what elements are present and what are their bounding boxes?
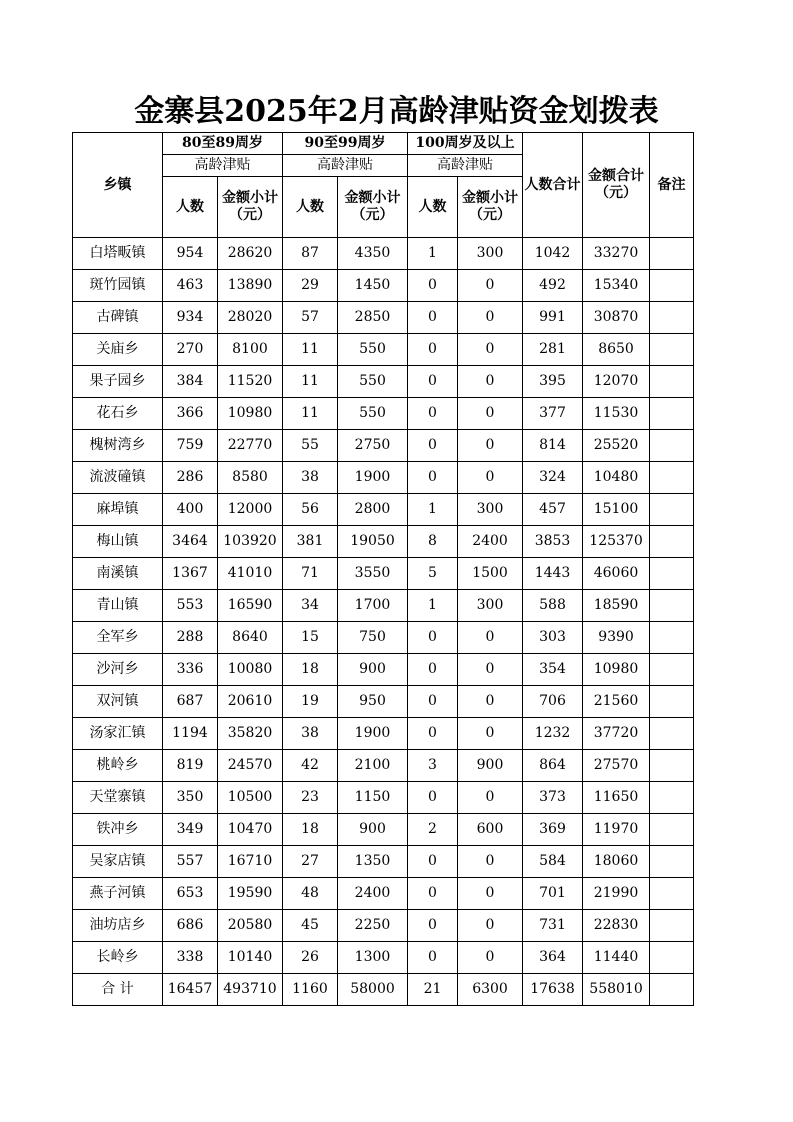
cell-people-90-99: 38 <box>283 718 338 750</box>
cell-people-100: 0 <box>408 462 458 494</box>
cell-amount-100: 0 <box>458 782 523 814</box>
cell-people-90-99: 55 <box>283 430 338 462</box>
cell-amount-80-89: 28620 <box>218 238 283 270</box>
cell-people-80-89: 934 <box>163 302 218 334</box>
cell-amount-100: 0 <box>458 270 523 302</box>
cell-remarks <box>650 910 694 942</box>
cell-total-amount: 125370 <box>583 526 650 558</box>
cell-remarks <box>650 654 694 686</box>
header-township: 乡镇 <box>73 133 163 238</box>
cell-amount-100: 0 <box>458 910 523 942</box>
cell-amount-80-89: 10140 <box>218 942 283 974</box>
cell-township-name: 合 计 <box>73 974 163 1006</box>
cell-people-90-99: 19 <box>283 686 338 718</box>
cell-people-80-89: 686 <box>163 910 218 942</box>
cell-amount-80-89: 8100 <box>218 334 283 366</box>
header-amount-100: 金额小计（元） <box>458 177 523 238</box>
table-row <box>73 334 694 366</box>
cell-total-people: 706 <box>523 686 583 718</box>
table-row <box>73 750 694 782</box>
cell-people-90-99: 29 <box>283 270 338 302</box>
cell-amount-100: 600 <box>458 814 523 846</box>
cell-township-name: 关庙乡 <box>73 334 163 366</box>
cell-amount-80-89: 28020 <box>218 302 283 334</box>
cell-total-amount: 11530 <box>583 398 650 430</box>
cell-total-amount: 10980 <box>583 654 650 686</box>
header-total-amount: 金额合计（元） <box>583 133 650 238</box>
cell-amount-100: 300 <box>458 590 523 622</box>
table-row <box>73 622 694 654</box>
cell-township-name: 天堂寨镇 <box>73 782 163 814</box>
cell-township-name: 花石乡 <box>73 398 163 430</box>
cell-amount-80-89: 8640 <box>218 622 283 654</box>
cell-people-100: 2 <box>408 814 458 846</box>
total-row <box>73 974 694 1006</box>
cell-remarks <box>650 238 694 270</box>
cell-total-amount: 15340 <box>583 270 650 302</box>
cell-total-people: 864 <box>523 750 583 782</box>
cell-remarks <box>650 878 694 910</box>
cell-people-90-99: 11 <box>283 334 338 366</box>
cell-amount-90-99: 1150 <box>338 782 408 814</box>
cell-people-80-89: 463 <box>163 270 218 302</box>
header-people-100: 人数 <box>408 177 458 238</box>
table-row <box>73 366 694 398</box>
cell-amount-100: 0 <box>458 878 523 910</box>
cell-remarks <box>650 526 694 558</box>
cell-people-90-99: 48 <box>283 878 338 910</box>
cell-people-100: 0 <box>408 878 458 910</box>
cell-amount-100: 1500 <box>458 558 523 590</box>
cell-amount-90-99: 1300 <box>338 942 408 974</box>
cell-people-90-99: 38 <box>283 462 338 494</box>
table-row <box>73 526 694 558</box>
table-row <box>73 846 694 878</box>
cell-amount-80-89: 13890 <box>218 270 283 302</box>
cell-people-90-99: 87 <box>283 238 338 270</box>
cell-township-name: 油坊店乡 <box>73 910 163 942</box>
cell-amount-100: 0 <box>458 302 523 334</box>
header-people-80: 人数 <box>163 177 218 238</box>
table-row <box>73 430 694 462</box>
table-body <box>73 133 694 1006</box>
cell-township-name: 沙河乡 <box>73 654 163 686</box>
cell-remarks <box>650 590 694 622</box>
cell-township-name: 槐树湾乡 <box>73 430 163 462</box>
table-row <box>73 910 694 942</box>
cell-amount-100: 0 <box>458 686 523 718</box>
cell-people-80-89: 350 <box>163 782 218 814</box>
table-row <box>73 942 694 974</box>
cell-amount-90-99: 2750 <box>338 430 408 462</box>
table-row <box>73 590 694 622</box>
cell-amount-100: 0 <box>458 398 523 430</box>
cell-people-90-99: 34 <box>283 590 338 622</box>
cell-people-80-89: 1194 <box>163 718 218 750</box>
cell-people-80-89: 1367 <box>163 558 218 590</box>
cell-remarks <box>650 462 694 494</box>
cell-amount-100: 0 <box>458 622 523 654</box>
cell-people-80-89: 270 <box>163 334 218 366</box>
cell-amount-90-99: 1900 <box>338 462 408 494</box>
cell-people-90-99: 42 <box>283 750 338 782</box>
cell-remarks <box>650 558 694 590</box>
cell-total-people: 324 <box>523 462 583 494</box>
header-group-90-99: 90至99周岁 <box>283 133 408 155</box>
cell-total-amount: 11650 <box>583 782 650 814</box>
table-row <box>73 302 694 334</box>
cell-people-80-89: 336 <box>163 654 218 686</box>
cell-people-100: 1 <box>408 238 458 270</box>
cell-people-80-89: 553 <box>163 590 218 622</box>
cell-amount-80-89: 10470 <box>218 814 283 846</box>
cell-amount-80-89: 20580 <box>218 910 283 942</box>
cell-remarks <box>650 814 694 846</box>
cell-amount-80-89: 10980 <box>218 398 283 430</box>
cell-total-amount: 46060 <box>583 558 650 590</box>
cell-amount-90-99: 1700 <box>338 590 408 622</box>
cell-people-90-99: 23 <box>283 782 338 814</box>
cell-township-name: 果子园乡 <box>73 366 163 398</box>
cell-remarks <box>650 398 694 430</box>
cell-amount-80-89: 493710 <box>218 974 283 1006</box>
cell-total-people: 373 <box>523 782 583 814</box>
cell-amount-90-99: 900 <box>338 654 408 686</box>
cell-amount-90-99: 2100 <box>338 750 408 782</box>
cell-amount-80-89: 103920 <box>218 526 283 558</box>
table-row <box>73 718 694 750</box>
cell-remarks <box>650 686 694 718</box>
cell-township-name: 斑竹园镇 <box>73 270 163 302</box>
cell-people-100: 0 <box>408 782 458 814</box>
cell-amount-100: 0 <box>458 366 523 398</box>
cell-township-name: 麻埠镇 <box>73 494 163 526</box>
cell-amount-90-99: 2400 <box>338 878 408 910</box>
cell-total-people: 281 <box>523 334 583 366</box>
cell-amount-90-99: 4350 <box>338 238 408 270</box>
cell-total-amount: 12070 <box>583 366 650 398</box>
cell-township-name: 梅山镇 <box>73 526 163 558</box>
header-amount-90: 金额小计（元） <box>338 177 408 238</box>
cell-people-100: 0 <box>408 718 458 750</box>
header-row-groups <box>73 133 694 155</box>
cell-township-name: 燕子河镇 <box>73 878 163 910</box>
cell-remarks <box>650 430 694 462</box>
cell-total-amount: 558010 <box>583 974 650 1006</box>
cell-amount-100: 900 <box>458 750 523 782</box>
cell-township-name: 白塔畈镇 <box>73 238 163 270</box>
cell-people-90-99: 18 <box>283 814 338 846</box>
cell-amount-90-99: 550 <box>338 366 408 398</box>
header-subsidy-100: 高龄津贴 <box>408 155 523 177</box>
cell-people-90-99: 11 <box>283 366 338 398</box>
cell-total-people: 701 <box>523 878 583 910</box>
cell-amount-90-99: 2250 <box>338 910 408 942</box>
cell-amount-90-99: 550 <box>338 398 408 430</box>
cell-people-80-89: 759 <box>163 430 218 462</box>
cell-people-100: 0 <box>408 366 458 398</box>
cell-people-100: 5 <box>408 558 458 590</box>
cell-total-amount: 9390 <box>583 622 650 654</box>
cell-total-people: 1232 <box>523 718 583 750</box>
cell-amount-90-99: 1900 <box>338 718 408 750</box>
cell-people-80-89: 557 <box>163 846 218 878</box>
table-row <box>73 782 694 814</box>
cell-amount-80-89: 12000 <box>218 494 283 526</box>
cell-amount-80-89: 20610 <box>218 686 283 718</box>
table-row <box>73 654 694 686</box>
cell-amount-80-89: 8580 <box>218 462 283 494</box>
cell-people-90-99: 26 <box>283 942 338 974</box>
cell-remarks <box>650 366 694 398</box>
cell-people-80-89: 288 <box>163 622 218 654</box>
cell-people-80-89: 338 <box>163 942 218 974</box>
cell-people-90-99: 15 <box>283 622 338 654</box>
cell-people-80-89: 16457 <box>163 974 218 1006</box>
cell-remarks <box>650 750 694 782</box>
cell-remarks <box>650 782 694 814</box>
table-row <box>73 494 694 526</box>
cell-total-amount: 27570 <box>583 750 650 782</box>
cell-people-80-89: 384 <box>163 366 218 398</box>
cell-total-amount: 15100 <box>583 494 650 526</box>
header-group-80-89: 80至89周岁 <box>163 133 283 155</box>
cell-people-100: 21 <box>408 974 458 1006</box>
cell-total-people: 364 <box>523 942 583 974</box>
cell-people-80-89: 286 <box>163 462 218 494</box>
cell-people-80-89: 954 <box>163 238 218 270</box>
table-row <box>73 270 694 302</box>
cell-amount-100: 300 <box>458 238 523 270</box>
cell-people-100: 0 <box>408 622 458 654</box>
cell-total-people: 3853 <box>523 526 583 558</box>
cell-total-people: 395 <box>523 366 583 398</box>
cell-amount-100: 0 <box>458 654 523 686</box>
cell-total-people: 588 <box>523 590 583 622</box>
cell-total-people: 369 <box>523 814 583 846</box>
cell-township-name: 铁冲乡 <box>73 814 163 846</box>
cell-amount-80-89: 16590 <box>218 590 283 622</box>
table-row <box>73 238 694 270</box>
cell-remarks <box>650 942 694 974</box>
cell-amount-80-89: 10500 <box>218 782 283 814</box>
cell-total-amount: 21990 <box>583 878 650 910</box>
cell-amount-80-89: 19590 <box>218 878 283 910</box>
cell-amount-90-99: 900 <box>338 814 408 846</box>
cell-people-100: 0 <box>408 910 458 942</box>
cell-amount-90-99: 19050 <box>338 526 408 558</box>
cell-total-people: 17638 <box>523 974 583 1006</box>
cell-total-people: 457 <box>523 494 583 526</box>
cell-total-people: 303 <box>523 622 583 654</box>
cell-people-90-99: 27 <box>283 846 338 878</box>
cell-total-amount: 22830 <box>583 910 650 942</box>
table-row <box>73 686 694 718</box>
cell-amount-100: 0 <box>458 846 523 878</box>
cell-people-100: 0 <box>408 430 458 462</box>
cell-remarks <box>650 494 694 526</box>
cell-amount-90-99: 1450 <box>338 270 408 302</box>
cell-people-80-89: 366 <box>163 398 218 430</box>
cell-amount-80-89: 11520 <box>218 366 283 398</box>
cell-amount-100: 0 <box>458 334 523 366</box>
cell-people-90-99: 56 <box>283 494 338 526</box>
cell-township-name: 汤家汇镇 <box>73 718 163 750</box>
header-subsidy-90: 高龄津贴 <box>283 155 408 177</box>
cell-township-name: 吴家店镇 <box>73 846 163 878</box>
cell-people-80-89: 687 <box>163 686 218 718</box>
cell-people-90-99: 11 <box>283 398 338 430</box>
cell-amount-90-99: 550 <box>338 334 408 366</box>
cell-amount-90-99: 1350 <box>338 846 408 878</box>
cell-township-name: 双河镇 <box>73 686 163 718</box>
cell-amount-100: 300 <box>458 494 523 526</box>
cell-total-amount: 10480 <box>583 462 650 494</box>
header-amount-80: 金额小计（元） <box>218 177 283 238</box>
cell-amount-100: 0 <box>458 942 523 974</box>
cell-amount-90-99: 58000 <box>338 974 408 1006</box>
cell-amount-80-89: 24570 <box>218 750 283 782</box>
cell-people-80-89: 349 <box>163 814 218 846</box>
cell-total-amount: 37720 <box>583 718 650 750</box>
cell-amount-90-99: 2800 <box>338 494 408 526</box>
cell-township-name: 青山镇 <box>73 590 163 622</box>
cell-amount-90-99: 2850 <box>338 302 408 334</box>
table-row <box>73 398 694 430</box>
cell-remarks <box>650 622 694 654</box>
cell-total-amount: 25520 <box>583 430 650 462</box>
cell-total-people: 354 <box>523 654 583 686</box>
cell-township-name: 流波䃥镇 <box>73 462 163 494</box>
header-subsidy-80: 高龄津贴 <box>163 155 283 177</box>
cell-amount-80-89: 41010 <box>218 558 283 590</box>
subsidy-table <box>72 132 694 1006</box>
cell-remarks <box>650 974 694 1006</box>
cell-total-people: 731 <box>523 910 583 942</box>
cell-total-people: 584 <box>523 846 583 878</box>
cell-total-people: 991 <box>523 302 583 334</box>
cell-total-amount: 18060 <box>583 846 650 878</box>
cell-people-100: 1 <box>408 590 458 622</box>
cell-people-100: 0 <box>408 942 458 974</box>
cell-amount-100: 6300 <box>458 974 523 1006</box>
cell-people-100: 3 <box>408 750 458 782</box>
header-remarks: 备注 <box>650 133 694 238</box>
cell-remarks <box>650 270 694 302</box>
cell-people-80-89: 653 <box>163 878 218 910</box>
cell-people-80-89: 3464 <box>163 526 218 558</box>
cell-amount-90-99: 3550 <box>338 558 408 590</box>
page-title: 金寨县2025年2月高龄津贴资金划拨表 <box>134 94 659 129</box>
cell-total-people: 1443 <box>523 558 583 590</box>
cell-remarks <box>650 718 694 750</box>
cell-total-amount: 33270 <box>583 238 650 270</box>
cell-people-100: 0 <box>408 302 458 334</box>
cell-total-people: 492 <box>523 270 583 302</box>
cell-remarks <box>650 302 694 334</box>
cell-people-100: 0 <box>408 270 458 302</box>
cell-amount-100: 2400 <box>458 526 523 558</box>
cell-township-name: 全军乡 <box>73 622 163 654</box>
cell-total-amount: 8650 <box>583 334 650 366</box>
cell-people-100: 0 <box>408 686 458 718</box>
cell-people-90-99: 57 <box>283 302 338 334</box>
cell-people-90-99: 381 <box>283 526 338 558</box>
cell-amount-80-89: 22770 <box>218 430 283 462</box>
cell-amount-100: 0 <box>458 462 523 494</box>
cell-remarks <box>650 846 694 878</box>
cell-people-100: 0 <box>408 654 458 686</box>
cell-total-amount: 11970 <box>583 814 650 846</box>
table-row <box>73 462 694 494</box>
header-total-people: 人数合计 <box>523 133 583 238</box>
cell-people-90-99: 45 <box>283 910 338 942</box>
cell-people-80-89: 819 <box>163 750 218 782</box>
header-group-100: 100周岁及以上 <box>408 133 523 155</box>
cell-total-amount: 18590 <box>583 590 650 622</box>
cell-amount-100: 0 <box>458 430 523 462</box>
cell-people-100: 0 <box>408 398 458 430</box>
cell-people-90-99: 71 <box>283 558 338 590</box>
cell-people-100: 0 <box>408 846 458 878</box>
cell-people-100: 8 <box>408 526 458 558</box>
table-row <box>73 558 694 590</box>
cell-total-people: 814 <box>523 430 583 462</box>
cell-amount-80-89: 16710 <box>218 846 283 878</box>
cell-people-80-89: 400 <box>163 494 218 526</box>
table-row <box>73 878 694 910</box>
cell-remarks <box>650 334 694 366</box>
cell-township-name: 桃岭乡 <box>73 750 163 782</box>
cell-people-100: 1 <box>408 494 458 526</box>
table-row <box>73 814 694 846</box>
cell-people-90-99: 18 <box>283 654 338 686</box>
cell-total-amount: 30870 <box>583 302 650 334</box>
cell-amount-90-99: 950 <box>338 686 408 718</box>
header-people-90: 人数 <box>283 177 338 238</box>
cell-total-amount: 11440 <box>583 942 650 974</box>
cell-total-amount: 21560 <box>583 686 650 718</box>
cell-people-90-99: 1160 <box>283 974 338 1006</box>
cell-amount-80-89: 35820 <box>218 718 283 750</box>
cell-people-100: 0 <box>408 334 458 366</box>
cell-township-name: 长岭乡 <box>73 942 163 974</box>
cell-amount-80-89: 10080 <box>218 654 283 686</box>
cell-total-people: 1042 <box>523 238 583 270</box>
cell-amount-90-99: 750 <box>338 622 408 654</box>
cell-amount-100: 0 <box>458 718 523 750</box>
cell-township-name: 南溪镇 <box>73 558 163 590</box>
cell-township-name: 古碑镇 <box>73 302 163 334</box>
cell-total-people: 377 <box>523 398 583 430</box>
